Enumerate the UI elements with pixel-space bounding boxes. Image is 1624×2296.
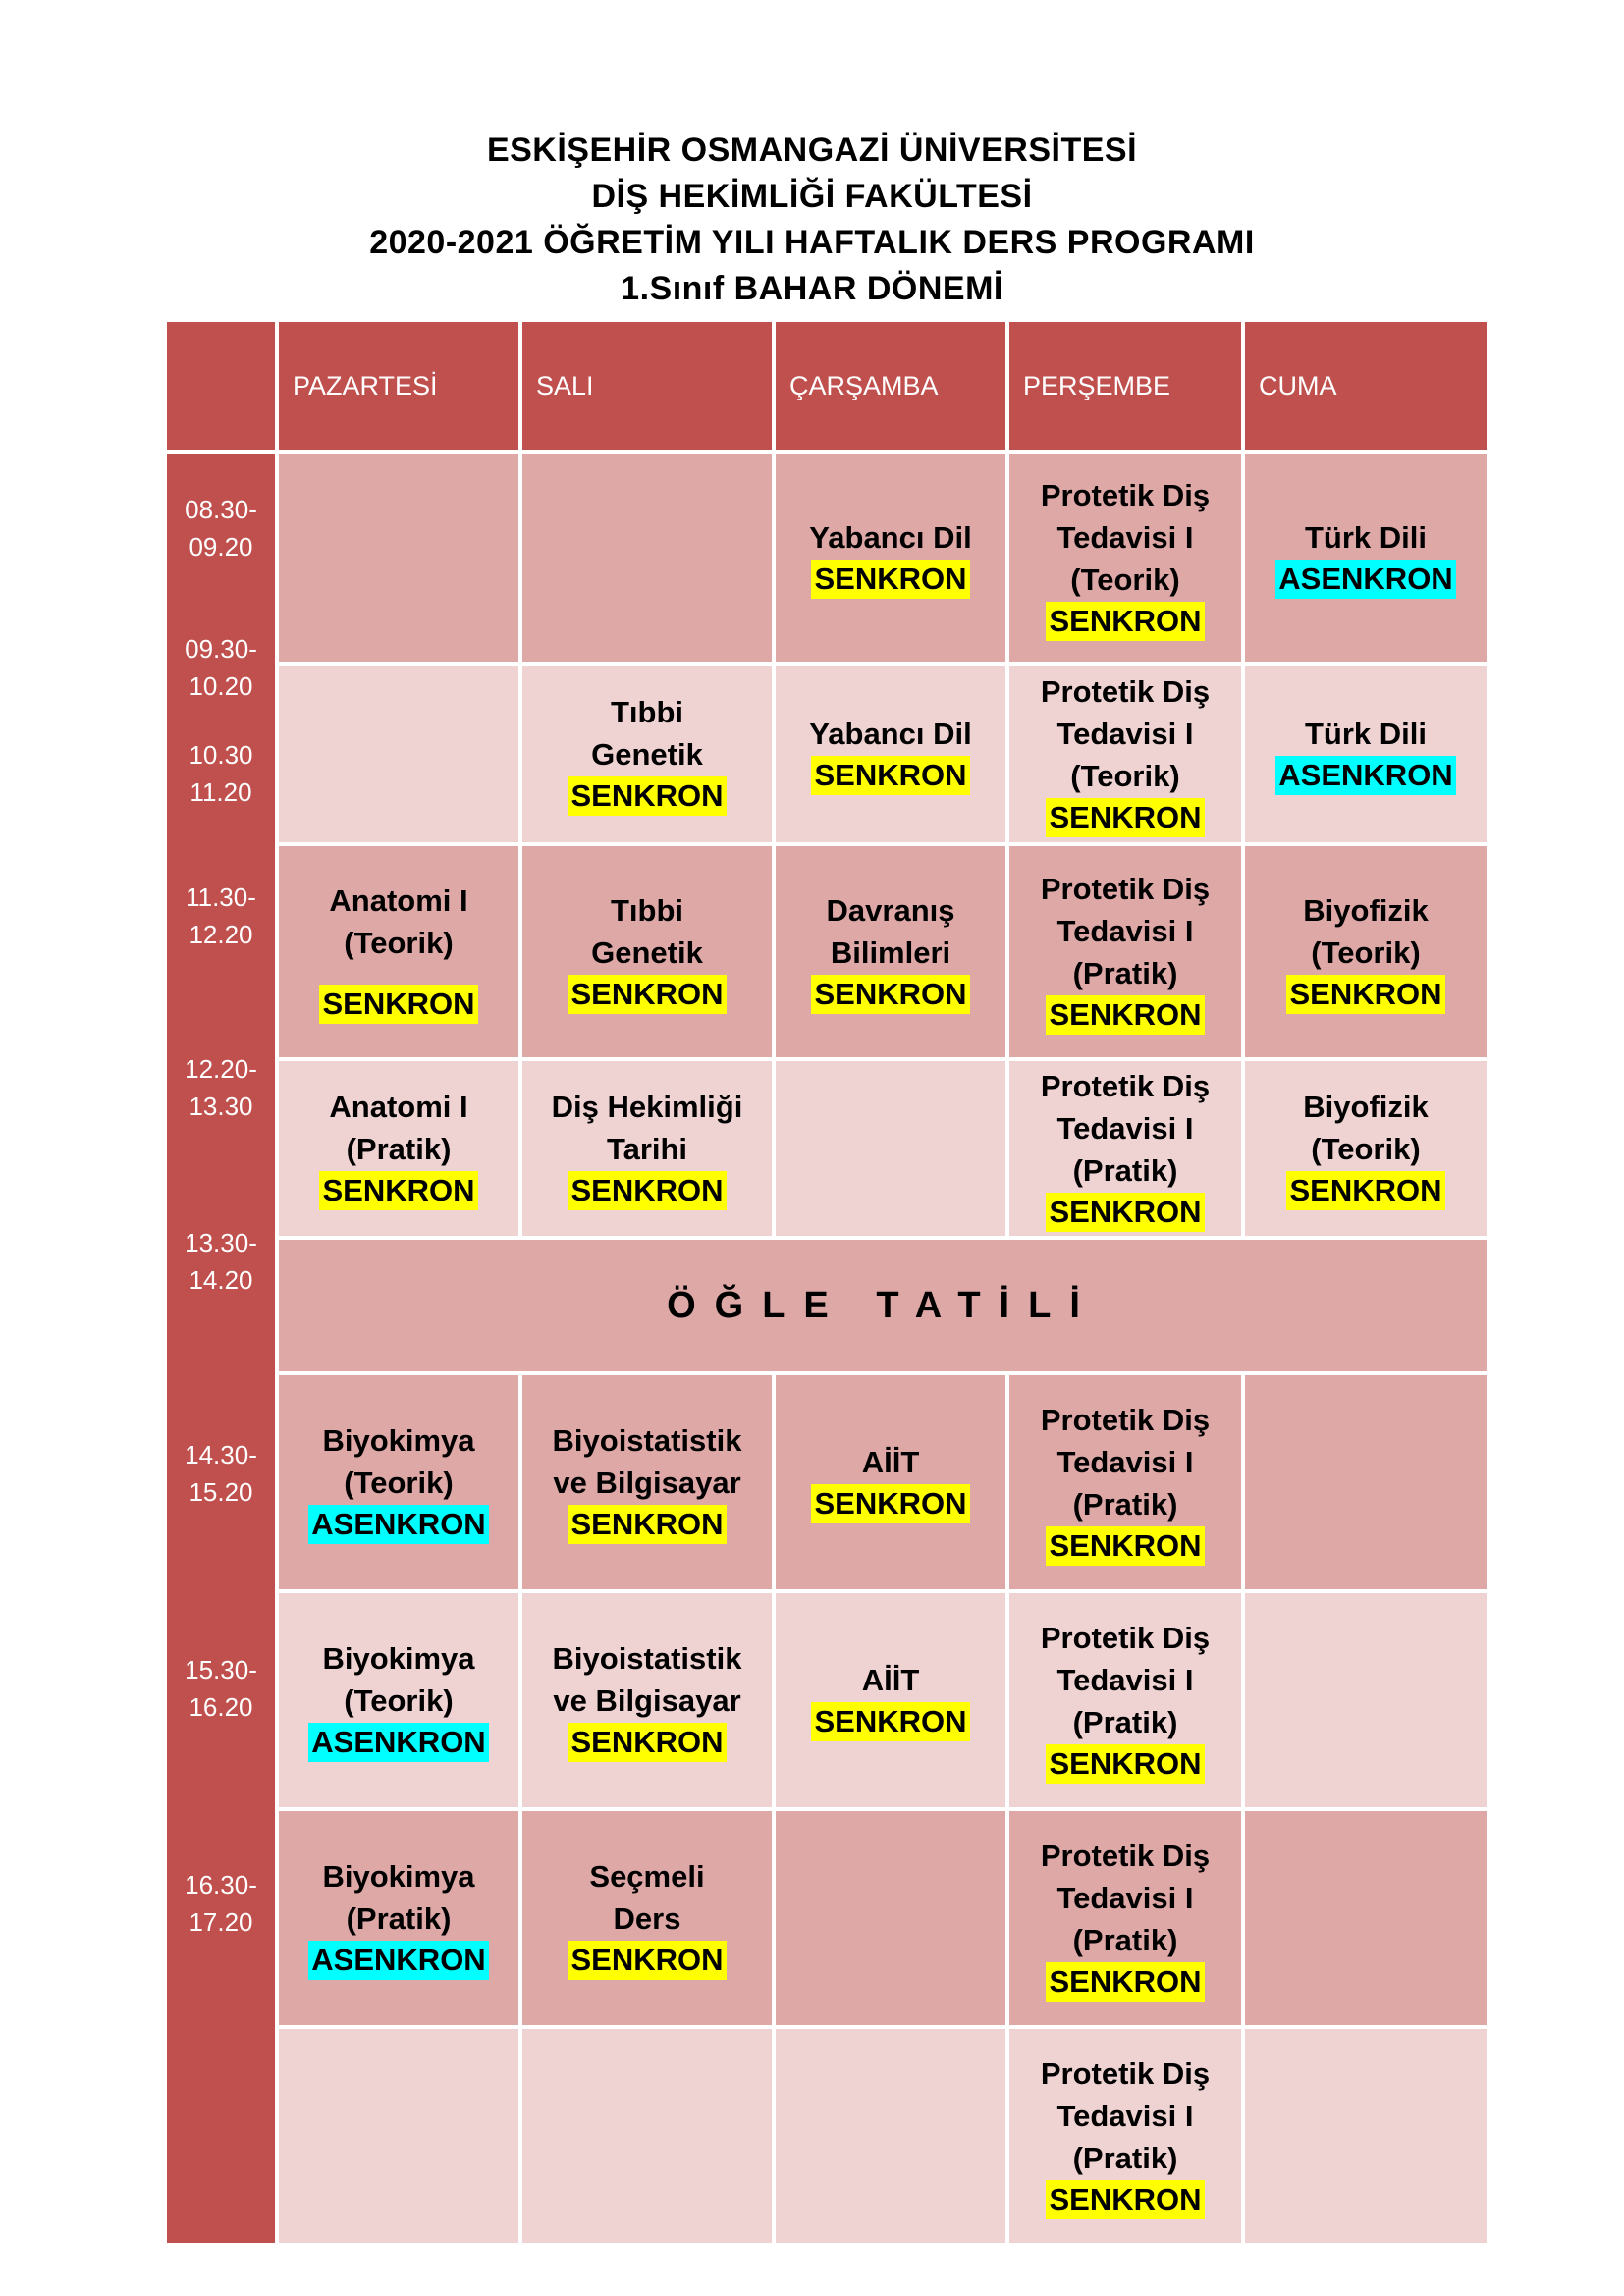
course-name-line: Biyokimya <box>322 1423 475 1458</box>
senkron-badge: SENKRON <box>811 560 969 599</box>
course-name-line: Ders <box>613 1901 681 1936</box>
course-name-line: Tarihi <box>606 1132 688 1166</box>
asenkron-badge: ASENKRON <box>308 1941 488 1980</box>
course-name-line: Biyoistatistik <box>552 1641 742 1676</box>
course-name-line: Davranış <box>826 892 955 928</box>
time-slot-label <box>167 1866 275 1941</box>
university-title: ESKİŞEHİR OSMANGAZİ ÜNİVERSİTESİ <box>486 132 1138 169</box>
course-name-line: (Teorik) <box>1070 758 1180 793</box>
time-slot-label <box>167 736 275 811</box>
course-name-line: Tedavisi I <box>1056 1662 1194 1697</box>
schedule-cell-tuesday <box>522 1061 772 1236</box>
senkron-badge: SENKRON <box>1046 995 1204 1035</box>
course-name-line: Tedavisi I <box>1056 1110 1194 1146</box>
course-name-line: Biyofizik <box>1303 892 1429 928</box>
course-name-line: Türk Dili <box>1304 519 1427 555</box>
faculty-title: DİŞ HEKİMLİĞİ FAKÜLTESİ <box>591 178 1033 215</box>
time-slot-start: 08.30- <box>185 495 257 524</box>
course-name-line: (Pratik) <box>346 1901 452 1936</box>
time-slot-label <box>167 879 275 953</box>
course-name-line: ve Bilgisayar <box>553 1466 741 1500</box>
schedule-cell-wednesday <box>776 666 1005 842</box>
time-slot-start: 15.30- <box>185 1655 257 1684</box>
schedule-cell-wednesday <box>776 2029 1005 2243</box>
time-slot-label <box>167 491 275 565</box>
document-header <box>0 128 1624 312</box>
lunch-break-label: ÖĞLE TATİLİ <box>667 1284 1099 1326</box>
course-name-line: Anatomi I <box>329 882 468 918</box>
senkron-badge: SENKRON <box>1046 602 1204 641</box>
lunch-break-row <box>279 1240 1487 1371</box>
time-slot-end: 15.20 <box>189 1477 253 1507</box>
course-name-line: Biyokimya <box>322 1859 475 1894</box>
table-corner <box>167 322 275 450</box>
time-slot-start: 16.30- <box>185 1870 257 1899</box>
course-name-line: Diş Hekimliği <box>551 1090 743 1124</box>
course-name-line: Yabancı Dil <box>809 716 972 751</box>
schedule-cell-friday <box>1245 846 1487 1057</box>
senkron-badge: SENKRON <box>811 1702 969 1741</box>
schedule-cell-friday <box>1245 454 1487 662</box>
time-slot-start: 13.30- <box>185 1228 257 1257</box>
course-name-line: Protetik Diş <box>1040 673 1211 709</box>
course-name-line: (Pratik) <box>1072 1152 1178 1188</box>
senkron-badge: SENKRON <box>811 1484 969 1523</box>
senkron-badge: SENKRON <box>1046 2180 1204 2219</box>
course-name-line: Genetik <box>591 737 703 772</box>
senkron-badge: SENKRON <box>568 1941 726 1980</box>
course-name-line: AİİT <box>861 1444 920 1479</box>
time-slot-label <box>167 1050 275 1125</box>
course-name-line: (Teorik) <box>1311 934 1421 970</box>
senkron-badge: SENKRON <box>1046 1526 1204 1566</box>
course-name-line: Protetik Diş <box>1040 872 1211 906</box>
schedule-cell-wednesday <box>776 1811 1005 2025</box>
weekly-schedule-table <box>167 322 1467 2218</box>
time-slot-label <box>167 1224 275 1299</box>
course-name-line: Anatomi I <box>329 1090 468 1124</box>
senkron-badge: SENKRON <box>568 1723 726 1762</box>
schedule-cell-tuesday <box>522 846 772 1057</box>
course-name-line: (Teorik) <box>344 1466 454 1500</box>
schedule-cell-friday <box>1245 2029 1487 2243</box>
senkron-badge: SENKRON <box>1046 1744 1204 1784</box>
course-name-line: ve Bilgisayar <box>553 1683 741 1718</box>
course-name-line: (Pratik) <box>346 1132 452 1166</box>
schedule-cell-friday <box>1245 1593 1487 1807</box>
time-slot-start: 09.30- <box>185 634 257 664</box>
asenkron-badge: ASENKRON <box>308 1723 488 1762</box>
course-name-line: (Pratik) <box>1072 1486 1178 1522</box>
senkron-badge: SENKRON <box>811 756 969 795</box>
schedule-cell-tuesday <box>522 666 772 842</box>
schedule-cell-tuesday <box>522 1375 772 1589</box>
senkron-badge: SENKRON <box>319 1171 477 1210</box>
course-name-line: (Pratik) <box>1072 956 1178 990</box>
schedule-cell-monday <box>279 2029 518 2243</box>
course-name-line: Tedavisi I <box>1056 716 1194 751</box>
course-name-line: Yabancı Dil <box>809 519 972 555</box>
schedule-cell-monday <box>279 666 518 842</box>
senkron-badge: SENKRON <box>568 776 726 816</box>
schedule-cell-monday <box>279 1811 518 2025</box>
course-name-line: (Teorik) <box>1311 1132 1421 1166</box>
time-slot-end: 10.20 <box>189 671 253 701</box>
course-name-line: Protetik Diş <box>1040 477 1211 512</box>
day-header-monday: PAZARTESİ <box>279 322 518 450</box>
course-name-line: Biyofizik <box>1303 1090 1429 1124</box>
schedule-cell-thursday <box>1009 1811 1241 2025</box>
schedule-cell-tuesday <box>522 1811 772 2025</box>
schedule-cell-wednesday <box>776 1593 1005 1807</box>
schedule-cell-monday <box>279 1061 518 1236</box>
schedule-cell-friday <box>1245 666 1487 842</box>
course-name-line: Protetik Diş <box>1040 1838 1211 1873</box>
senkron-badge: SENKRON <box>1046 1193 1204 1232</box>
time-slot-end: 13.30 <box>189 1092 253 1121</box>
course-name-line: Biyoistatistik <box>552 1423 742 1458</box>
course-name-line: Tedavisi I <box>1056 519 1194 555</box>
course-name-line: (Teorik) <box>1070 561 1180 597</box>
schedule-cell-wednesday <box>776 1375 1005 1589</box>
class-term-title: 1.Sınıf BAHAR DÖNEMİ <box>621 270 1003 307</box>
program-title: 2020-2021 ÖĞRETİM YILI HAFTALIK DERS PROGRAMI <box>369 224 1255 261</box>
course-name-line: AİİT <box>861 1662 920 1697</box>
time-slot-label <box>167 1436 275 1511</box>
day-header-tuesday: SALI <box>522 322 772 450</box>
course-name-line: Tedavisi I <box>1056 914 1194 948</box>
senkron-badge: SENKRON <box>568 975 726 1014</box>
schedule-cell-thursday <box>1009 1375 1241 1589</box>
time-slot-end: 09.20 <box>189 532 253 561</box>
course-name-line: Protetik Diş <box>1040 1068 1211 1103</box>
time-slot-start: 12.20- <box>185 1054 257 1084</box>
course-name-line: Tıbbi <box>610 892 684 928</box>
schedule-cell-friday <box>1245 1375 1487 1589</box>
schedule-cell-thursday <box>1009 666 1241 842</box>
time-slot-column <box>167 454 275 2243</box>
time-slot-start: 14.30- <box>185 1440 257 1469</box>
asenkron-badge: ASENKRON <box>308 1505 488 1544</box>
course-name-line: Genetik <box>591 934 703 970</box>
time-slot-end: 11.20 <box>189 777 252 807</box>
schedule-cell-thursday <box>1009 846 1241 1057</box>
course-name-line: Tıbbi <box>610 695 684 729</box>
schedule-cell-wednesday <box>776 846 1005 1057</box>
time-slot-label <box>167 630 275 705</box>
course-name-line: Türk Dili <box>1304 716 1427 751</box>
time-slot-end: 12.20 <box>189 920 253 949</box>
senkron-badge: SENKRON <box>568 1505 726 1544</box>
course-name-line: (Pratik) <box>1072 2140 1178 2175</box>
course-name-line: Biyokimya <box>322 1641 475 1676</box>
asenkron-badge: ASENKRON <box>1275 560 1455 599</box>
course-name-line: Protetik Diş <box>1040 1402 1211 1437</box>
schedule-cell-friday <box>1245 1811 1487 2025</box>
time-slot-start: 10.30 <box>189 740 253 770</box>
time-slot-label <box>167 1651 275 1726</box>
senkron-badge: SENKRON <box>568 1171 726 1210</box>
asenkron-badge: ASENKRON <box>1275 756 1455 795</box>
senkron-badge: SENKRON <box>1286 1171 1444 1210</box>
schedule-cell-wednesday <box>776 454 1005 662</box>
course-name-line: Protetik Diş <box>1040 1620 1211 1655</box>
time-slot-start: 11.30- <box>186 882 256 912</box>
time-slot-end: 14.20 <box>189 1265 253 1295</box>
time-slot-end: 16.20 <box>189 1692 253 1722</box>
course-name-line: Bilimleri <box>830 934 951 970</box>
schedule-cell-monday <box>279 1593 518 1807</box>
course-name-line: Seçmeli <box>589 1859 705 1894</box>
schedule-cell-monday <box>279 454 518 662</box>
schedule-cell-tuesday <box>522 1593 772 1807</box>
time-slot-end: 17.20 <box>189 1907 253 1937</box>
schedule-cell-friday <box>1245 1061 1487 1236</box>
schedule-cell-thursday <box>1009 1061 1241 1236</box>
schedule-cell-wednesday <box>776 1061 1005 1236</box>
schedule-cell-thursday <box>1009 454 1241 662</box>
day-header-friday: CUMA <box>1245 322 1487 450</box>
course-name-line: Tedavisi I <box>1056 1444 1194 1479</box>
schedule-cell-tuesday <box>522 454 772 662</box>
senkron-badge: SENKRON <box>1046 1962 1204 2002</box>
course-name-line: (Teorik) <box>344 925 454 960</box>
senkron-badge: SENKRON <box>1046 798 1204 837</box>
course-name-line: (Teorik) <box>344 1683 454 1718</box>
senkron-badge: SENKRON <box>1286 975 1444 1014</box>
schedule-cell-monday <box>279 846 518 1057</box>
schedule-cell-monday <box>279 1375 518 1589</box>
course-name-line: Tedavisi I <box>1056 2098 1194 2133</box>
senkron-badge: SENKRON <box>811 975 969 1014</box>
schedule-cell-thursday <box>1009 1593 1241 1807</box>
course-name-line: Protetik Diş <box>1040 2056 1211 2091</box>
day-header-wednesday: ÇARŞAMBA <box>776 322 1005 450</box>
course-name-line: (Pratik) <box>1072 1704 1178 1739</box>
senkron-badge: SENKRON <box>319 985 477 1024</box>
day-header-thursday: PERŞEMBE <box>1009 322 1241 450</box>
course-name-line: Tedavisi I <box>1056 1880 1194 1915</box>
course-name-line: (Pratik) <box>1072 1922 1178 1957</box>
schedule-cell-tuesday <box>522 2029 772 2243</box>
schedule-cell-thursday <box>1009 2029 1241 2243</box>
